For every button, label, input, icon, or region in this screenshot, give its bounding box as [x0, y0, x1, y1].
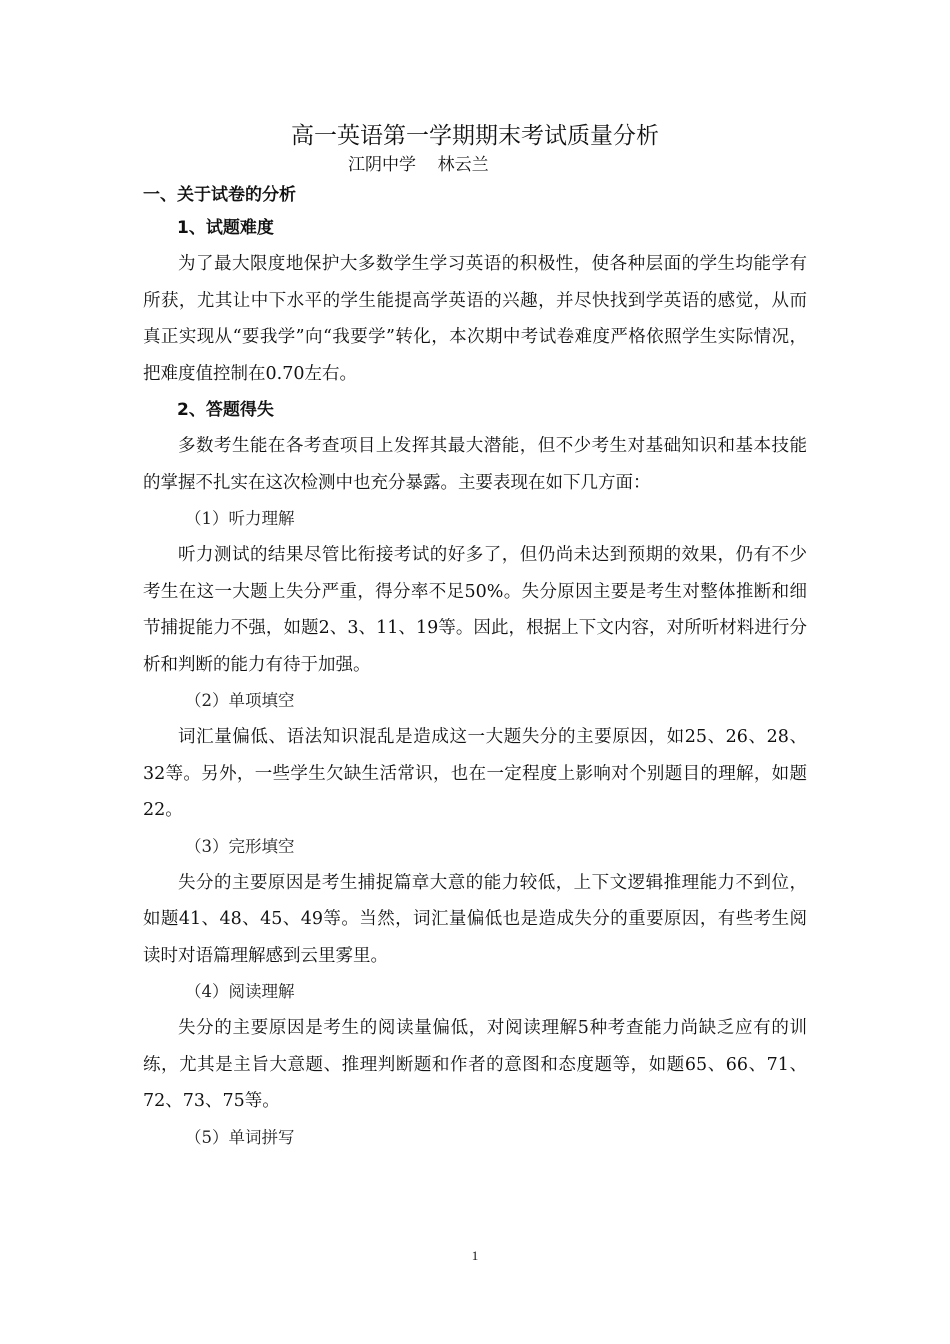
- paragraph-reading: 失分的主要原因是考生的阅读量偏低，对阅读理解5种考查能力尚缺乏应有的训练，尤其是主旨大意题、推理判断题和作者的意图和态度题等，如题65、66、71、72、73、75等。: [143, 1018, 807, 1111]
- item-label-single-choice: （2）单项填空: [185, 691, 295, 710]
- item-label-listening: （1）听力理解: [185, 509, 295, 528]
- page-number: 1: [471, 1248, 479, 1263]
- document-title: 高一英语第一学期期末考试质量分析: [291, 123, 659, 149]
- item-label-cloze: （3）完形填空: [185, 836, 295, 856]
- document-body: [143, 118, 807, 1156]
- paragraph-listening: 听力测试的结果尽管比衔接考试的好多了，但仍尚未达到预期的效果，仍有不少考生在这一大题上失分严重，得分率不足50%。失分原因主要是考生对整体推断和细节捕捉能力不强，如题2、3、11、19等。因此，根据上下文内容，对所听材料进行分析和判断的能力有待于加强。: [143, 545, 807, 675]
- section-heading-paper-analysis: 一、关于试卷的分析: [143, 185, 296, 205]
- subsection-heading-difficulty: 1、试题难度: [177, 218, 274, 238]
- paragraph-gains-losses: 多数考生能在各考查项目上发挥其最大潜能，但不少考生对基础知识和基本技能的掌握不扎实在这次检测中也充分暴露。主要表现在如下几方面：: [143, 436, 807, 493]
- document-author: 江阴中学 林云兰: [348, 155, 489, 175]
- item-label-spelling: （5）单词拼写: [185, 1127, 295, 1147]
- paragraph-difficulty: 为了最大限度地保护大多数学生学习英语的积极性，使各种层面的学生均能学有所获，尤其让中下水平的学生能提高学英语的兴趣，并尽快找到学英语的感觉，从而真正实现从“要我学”向“我要学”转化，本次期中考试卷难度严格依照学生实际情况，把难度值控制在0.70左右。: [143, 254, 807, 384]
- paragraph-cloze: 失分的主要原因是考生捕捉篇章大意的能力较低，上下文逻辑推理能力不到位，如题41、48、45、49等。当然，词汇量偏低也是造成失分的重要原因，有些考生阅读时对语篇理解感到云里雾里。: [143, 872, 807, 966]
- item-label-reading: （4）阅读理解: [185, 982, 295, 1001]
- subsection-heading-gains-losses: 2、答题得失: [177, 400, 274, 420]
- paragraph-single-choice: 词汇量偏低、语法知识混乱是造成这一大题失分的主要原因，如25、26、28、32等。另外，一些学生欠缺生活常识，也在一定程度上影响对个别题目的理解，如题22。: [143, 727, 807, 820]
